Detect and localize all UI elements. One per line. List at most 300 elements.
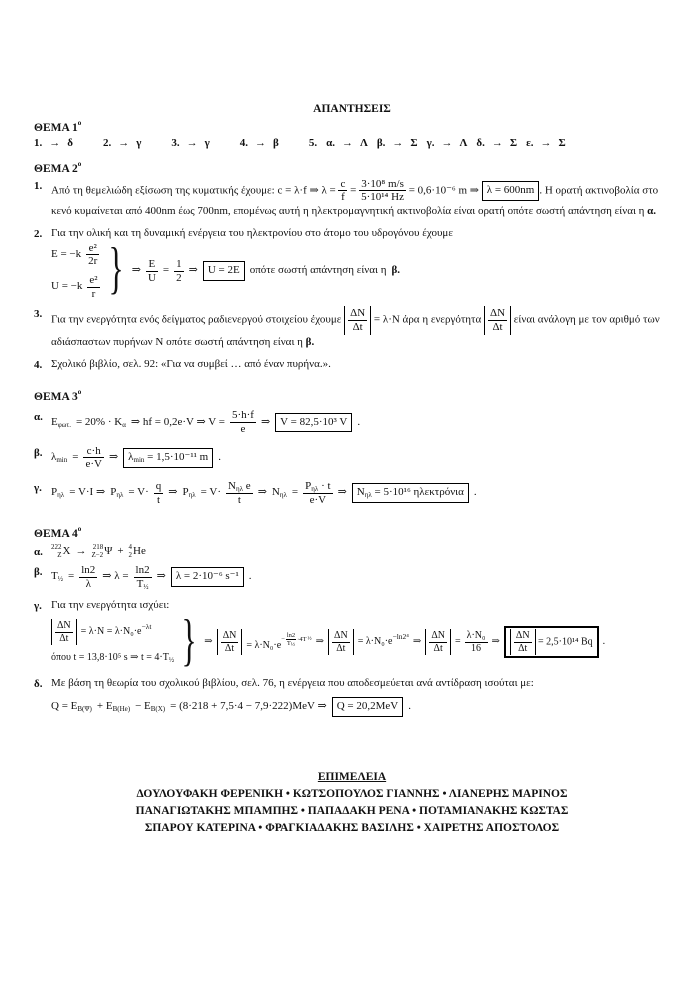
item-number: 3. [34, 308, 43, 321]
subscript: Β(Χ) [150, 704, 166, 713]
body-text: Σχολικό βιβλίο, σελ. 92: «Για να συμβεί … από έναν πυρήνα.». [51, 357, 331, 370]
math-text [135, 699, 165, 715]
credits-heading: ΕΠΙΜΕΛΕΙΑ [317, 770, 387, 783]
math-symbol [110, 485, 123, 501]
theme4-degree: ο [77, 525, 82, 534]
frac-denominator: Δt [352, 321, 363, 334]
arrow-icon: → [441, 136, 453, 149]
theme3-gamma [34, 480, 670, 506]
answer-letter: γ [204, 136, 210, 149]
symbol-N: N [356, 486, 365, 499]
theme4-alpha [34, 544, 670, 560]
brace-icon: } [181, 610, 197, 673]
math-text [76, 415, 126, 431]
math-symbol [182, 485, 195, 501]
fraction [230, 409, 256, 435]
frac-numerator: e² [89, 274, 98, 287]
equals-sign: = [291, 486, 299, 499]
subscript: ηλ [57, 491, 65, 500]
symbol-e: e [245, 479, 251, 492]
symbol-N: N [228, 479, 236, 492]
theme4-beta [34, 564, 670, 590]
frac-numerator: 3·10⁸ m/s [359, 178, 406, 192]
subscript: Β(Ψ) [77, 704, 92, 713]
mass-number: 4 [128, 543, 133, 552]
frac-denominator: Δt [224, 642, 235, 654]
frac-numerator: λ·N₀ [466, 630, 486, 642]
symbol-T: T [136, 577, 144, 590]
fraction [359, 178, 406, 204]
frac-denominator: e·V [309, 493, 327, 506]
fraction [221, 630, 239, 654]
math-line [51, 238, 670, 301]
frac-denominator: f [341, 191, 345, 204]
theme3-degree: ο [77, 387, 82, 396]
math-text: = λ·N₀·e [357, 636, 393, 648]
symbol-E: E [51, 415, 58, 428]
plus-sign: + [117, 545, 124, 558]
implies-arrow: ⇒ [204, 636, 213, 648]
answer-letter: β. [391, 264, 401, 277]
frac-denominator: Δt [518, 642, 528, 654]
subscript: ηλ [311, 484, 319, 493]
item-letter: β. [34, 446, 43, 459]
math-text [51, 651, 174, 666]
exponent: −ln2⁴ [392, 632, 409, 642]
subscript: ηλ [279, 491, 287, 500]
math-symbol [272, 485, 287, 501]
period: . [539, 184, 543, 197]
equation-row [51, 274, 100, 300]
body-text: Από τη θεμελιώδη εξίσωση της κυματικής έχουμε: [51, 184, 275, 197]
answer-letter: α. [647, 204, 657, 217]
subscript: min [56, 455, 68, 464]
math-text: − E [135, 699, 151, 712]
implies-arrow: ⇒ [156, 570, 166, 583]
frac-numerator [303, 480, 332, 494]
fraction [465, 630, 488, 654]
theme2-item1 [34, 178, 670, 220]
fraction [55, 620, 73, 644]
frac-denominator: 5·10¹⁴ Hz [361, 191, 404, 204]
period: . [473, 486, 477, 499]
arrow-icon: → [75, 545, 87, 558]
frac-numerator: ΔN [350, 307, 366, 320]
frac-denominator: λ [85, 577, 91, 590]
minus-sign: − [281, 635, 285, 643]
symbol-T: T [51, 570, 58, 583]
math-text [97, 699, 130, 715]
fraction [134, 564, 152, 590]
symbol-P: P [182, 486, 189, 499]
symbol-T: T [286, 639, 291, 647]
answer-letter: δ [67, 136, 73, 149]
subscript: min [133, 455, 145, 464]
abs-value [344, 306, 371, 334]
item-letter: γ. [34, 600, 42, 613]
mass-number: 218 [92, 543, 104, 552]
equation-row [51, 651, 174, 666]
frac-numerator: ln2 [81, 563, 96, 576]
half-subscript: ½ [307, 636, 312, 643]
credits-line: ΠΑΝΑΓΙΩΤΑΚΗΣ ΜΠΑΜΠΗΣ • ΠΑΠΑΔΑΚΗ ΡΕΝΑ • ΠΟΤΑΜΙΑΝΑΚΗΣ ΚΩΣΤΑΣ [135, 804, 569, 817]
math-text: = (8·218 + 7,5·4 − 7,9·222)MeV ⇒ [170, 699, 327, 712]
implies-arrow: ⇒ [260, 415, 271, 428]
fraction [146, 258, 158, 284]
item-letter: α. [34, 411, 43, 424]
frac-denominator: U [147, 271, 156, 284]
boxed-final-result [504, 626, 599, 658]
math-text: = λ·N = λ·N₀·e [80, 625, 142, 637]
frac-numerator: q [155, 479, 162, 492]
math-text: · t [321, 479, 331, 492]
theme2-heading-text: ΘΕΜΑ 2 [34, 162, 78, 175]
frac-numerator: ln2 [286, 631, 296, 639]
implies-arrow: ⇒ [188, 264, 198, 277]
answer-letter: Σ [558, 136, 566, 149]
frac-denominator: Δt [59, 632, 69, 644]
element-symbol: X [62, 545, 71, 558]
answer-3 [171, 137, 209, 149]
item-letter: β. [34, 565, 43, 578]
mass-number: 222 [51, 543, 62, 552]
math-text: = V·I ⇒ [69, 486, 106, 499]
theme3-heading-text: ΘΕΜΑ 3 [34, 390, 78, 403]
exponent: −λt [141, 621, 152, 631]
item-number: 1. [34, 179, 43, 192]
math-text: όπου t = 13,8·10⁵ s ⇒ t = 4·T [51, 652, 169, 664]
math-text [51, 699, 92, 715]
math-symbol [51, 485, 64, 501]
body-text: Για την ενεργότητα ισχύει: [51, 599, 170, 612]
boxed-result: λ = 600nm [482, 181, 540, 201]
sub-letter: γ. [426, 136, 435, 149]
body-text: οπότε σωστή απάντηση είναι η [249, 264, 387, 277]
math-text: = V· [128, 486, 149, 499]
credits-line: ΣΠΑΡΟΥ ΚΑΤΕΡΙΝΑ • ΦΡΑΓΚΙΑΔΑΚΗΣ ΒΑΣΙΛΗΣ • ΧΑΙΡΕΤΗΣ ΑΠΟΣΤΟΛΟΣ [144, 821, 560, 834]
theme1-heading [34, 120, 670, 134]
answer-number: 2. [102, 136, 112, 149]
sub-letter: α. [326, 136, 335, 149]
sub-letter: β. [376, 136, 386, 149]
math-text: = λ·N άρα η ενεργότητα [373, 314, 482, 327]
sub-letter: δ. [476, 136, 485, 149]
abs-value [510, 629, 536, 655]
subscript: ηλ [188, 491, 196, 500]
body-text: είναι ανάλογη με τον αριθμό των αδιάσπαστων πυρήνων N οπότε σωστή απάντηση είναι η [51, 314, 660, 348]
frac-denominator: t [156, 493, 161, 506]
nuclide-scripts [91, 544, 103, 559]
math-line [51, 445, 670, 471]
symbol-N: N [271, 486, 280, 499]
frac-numerator: ΔN [515, 630, 530, 642]
equation-row [51, 242, 100, 268]
subscript: φωτ. [57, 420, 71, 429]
answer-5d [476, 137, 517, 149]
boxed-result: λ = 2·10⁻⁶ s⁻¹ [171, 567, 244, 587]
math-text: = V· [200, 486, 222, 499]
implies-arrow: ⇒ [108, 450, 119, 463]
math-symbol [51, 415, 71, 431]
boxed-result: U = 2E [203, 261, 245, 281]
math-text: ·4T [297, 635, 307, 643]
math-line [51, 564, 670, 590]
frac-denominator: e·V [85, 458, 102, 471]
answer-1 [34, 137, 73, 149]
credits-line: ΔΟΥΛΟΥΦΑΚΗ ΦΕΡΕΝΙΚΗ • ΚΩΤΣΟΠΟΥΛΟΣ ΓΙΑΝΝΗΣ • ΛΙΑΝΕΡΗΣ ΜΑΡΙΝΟΣ [136, 788, 568, 801]
arrow-icon: → [540, 136, 552, 149]
math-text: = λ·N₀·e [246, 639, 282, 651]
frac-numerator: ΔN [334, 630, 348, 642]
fraction [87, 274, 99, 300]
fraction [338, 178, 347, 204]
answer-5b [377, 137, 418, 149]
fraction [79, 564, 97, 590]
abs-value [217, 629, 243, 655]
answer-letter: Σ [410, 136, 418, 149]
fraction [154, 480, 164, 506]
body-text: Για την ολική και τη δυναμική ενέργεια του ηλεκτρονίου στο άτομο του υδρογόνου έχουμε [51, 226, 453, 239]
element-symbol: Ψ [104, 545, 113, 558]
answer-number: 1. [34, 136, 43, 149]
half-subscript: ½ [290, 641, 296, 648]
abs-value [484, 306, 511, 334]
frac-numerator: ΔN [490, 307, 506, 320]
period: . [602, 636, 606, 648]
abs-value [425, 629, 451, 655]
nuclide-Psi [91, 544, 112, 560]
exponent-fraction [281, 632, 312, 648]
math-text: + E [96, 699, 113, 712]
subscript: ηλ [116, 491, 124, 500]
frac-denominator [134, 578, 152, 591]
equals-sign: = [454, 636, 461, 648]
equation-stack [51, 242, 100, 301]
answer-4 [240, 137, 279, 149]
result-value: = 5·10¹⁶ ηλεκτρόνια [374, 486, 464, 499]
period: . [218, 450, 221, 463]
math-text [357, 632, 409, 650]
symbol-P: P [305, 479, 312, 492]
page-title: ΑΠΑΝΤΗΣΕΙΣ [313, 103, 391, 115]
theme2-item4 [34, 357, 670, 373]
boxed-result [352, 483, 469, 503]
subscript: ηλ [364, 491, 372, 500]
math-text: E = −k [51, 247, 82, 260]
theme2-item3 [34, 306, 670, 350]
math-text: = 20% · K [75, 415, 123, 428]
frac-denominator: Δt [433, 642, 443, 654]
symbol-P: P [51, 486, 58, 499]
item-number: 4. [34, 358, 43, 371]
body-text: Η ορατή ακτινοβολία στο κενό κυμαίνεται από 400nm έως 700nm, επομένως αυτή η ηλεκτρομαγνητική ακτινοβολία είναι ορατή οπότε σωστή απάντηση είναι η [51, 184, 659, 217]
equation-row [51, 619, 174, 645]
answer-letter: γ [136, 136, 142, 149]
theme1-degree: ο [77, 119, 82, 127]
nuclide-scripts [51, 544, 62, 559]
frac-numerator: ΔN [222, 630, 237, 642]
nuclide-He [129, 544, 146, 560]
theme1-answers [34, 137, 670, 149]
abs-value [328, 629, 354, 655]
implies-arrow: ⇒ [315, 636, 325, 648]
equals-sign: = [67, 570, 75, 583]
half-subscript: ½ [168, 656, 175, 665]
implies-arrow: ⇒ [337, 486, 347, 499]
arrow-icon: → [118, 136, 130, 149]
math-line [51, 610, 670, 673]
subscript: α [122, 420, 126, 429]
body-text: Για την ενεργότητα ενός δείγματος ραδιενεργού στοιχείου έχουμε [51, 314, 342, 327]
implies-arrow: ⇒ [491, 636, 500, 648]
answer-2 [103, 137, 141, 149]
theme3-heading [34, 389, 670, 403]
math-text: U = −k [51, 280, 83, 293]
fraction [488, 307, 507, 333]
element-symbol: He [133, 545, 146, 558]
arrow-icon: → [341, 136, 353, 149]
symbol-lambda: λ [51, 450, 57, 463]
item-number: 2. [34, 227, 43, 240]
period: . [357, 415, 361, 428]
equals-sign: = [350, 184, 357, 197]
fraction [514, 630, 532, 654]
theme2-degree: ο [77, 159, 82, 168]
arrow-icon: → [186, 136, 198, 149]
result-value: = 2,5·10¹⁴ Bq [538, 636, 593, 648]
theme4-heading-text: ΘΕΜΑ 4 [34, 528, 78, 541]
item-letter: δ. [34, 677, 43, 690]
item-letter: α. [34, 546, 43, 559]
answer-letter: Σ [509, 136, 518, 149]
small-fraction [286, 632, 296, 648]
frac-numerator: E [146, 258, 158, 272]
sub-letter: ε. [526, 136, 534, 149]
symbol-lambda: λ [128, 450, 134, 463]
atomic-number: 2 [128, 551, 133, 559]
frac-denominator: 16 [471, 642, 482, 654]
implies-arrow: ⇒ [412, 636, 422, 648]
fraction [429, 630, 447, 654]
boxed-result: V = 82,5·10³ V [275, 413, 352, 433]
math-text: c = λ·f ⇒ λ = [277, 184, 336, 197]
frac-numerator: 5·h·f [231, 409, 254, 422]
subscript: ηλ [235, 484, 244, 493]
answer-5c [427, 137, 468, 149]
answer-5e [526, 137, 566, 149]
answer-letter: Λ [359, 136, 368, 149]
frac-numerator: c [340, 177, 346, 190]
nuclide-scripts [129, 544, 133, 559]
period: . [248, 570, 252, 583]
abs-value [51, 619, 77, 645]
fraction [86, 242, 99, 268]
theme2-heading [34, 161, 670, 175]
math-text: = 0,6·10⁻⁶ m ⇒ [408, 184, 479, 197]
fraction [348, 307, 367, 333]
frac-numerator: e² [86, 242, 99, 256]
answer-number: 4. [239, 136, 249, 149]
answer-5a [326, 137, 368, 149]
frac-denominator: 2 [176, 271, 182, 284]
implies-arrow: ⇒ [257, 486, 267, 499]
frac-denominator: r [91, 287, 96, 300]
theme4-delta [34, 676, 670, 717]
equation-stack [51, 619, 174, 666]
half-subscript: ½ [57, 575, 63, 584]
symbol-P: P [110, 486, 117, 499]
body-text: Με βάση τη θεωρία του σχολικού βιβλίου, σελ. 76, η ενέργεια που αποδεσμεύεται ανά αντίδραση ισούται με: [51, 676, 534, 689]
atomic-number: Z−2 [91, 551, 104, 559]
answer-letter: β. [305, 335, 315, 348]
answer-letter: Λ [459, 136, 468, 149]
subscript: Β(He) [112, 704, 131, 713]
equals-sign: = [162, 264, 170, 277]
math-line [51, 480, 670, 506]
theme2-item2 [34, 226, 670, 301]
brace-icon: } [108, 238, 124, 301]
atomic-number: Z [57, 551, 62, 559]
arrow-icon: → [255, 136, 267, 149]
theme4-gamma [34, 598, 670, 673]
math-symbol [51, 450, 67, 466]
math-text: Q = E [51, 699, 78, 712]
frac-denominator [286, 640, 296, 648]
math-text [246, 632, 311, 653]
math-line [51, 697, 670, 717]
fraction [303, 480, 332, 506]
half-subscript: ½ [143, 582, 149, 591]
frac-numerator: ln2 [135, 563, 150, 576]
frac-denominator: 2r [88, 255, 98, 268]
implies-arrow: ⇒ [131, 264, 141, 277]
frac-denominator: Δt [336, 642, 346, 654]
boxed-result: Q = 20,2MeV [332, 697, 404, 717]
theme1-heading-text: ΘΕΜΑ 1 [34, 121, 78, 134]
math-symbol [51, 569, 63, 585]
answer-5 [309, 137, 566, 149]
fraction [332, 630, 350, 654]
math-text [80, 621, 152, 640]
answer-number: 5. [308, 136, 318, 149]
frac-numerator [226, 480, 253, 494]
theme3-beta [34, 445, 670, 471]
fraction [174, 258, 184, 284]
answer-letter: β [273, 136, 279, 149]
nuclide-X [51, 544, 70, 560]
arrow-icon: → [392, 136, 404, 149]
result-value: = 1,5·10⁻¹¹ m [147, 450, 209, 463]
theme4-heading [34, 526, 670, 540]
nuclear-reaction [51, 544, 670, 560]
boxed-result [123, 448, 213, 468]
arrow-icon: → [49, 136, 61, 149]
item-letter: γ. [34, 481, 42, 494]
frac-denominator: e [240, 423, 246, 435]
math-line [51, 409, 670, 435]
theme3-alpha [34, 409, 670, 435]
frac-numerator: 1 [176, 257, 182, 270]
answer-number: 3. [171, 136, 180, 149]
frac-denominator: Δt [492, 321, 503, 334]
equals-sign: = [72, 450, 79, 463]
fraction [83, 445, 104, 471]
frac-numerator: c·h [83, 445, 104, 459]
math-text: ⇒ λ = [102, 570, 129, 583]
implies-arrow: ⇒ [168, 486, 178, 499]
math-text: ⇒ hf = 0,2e·V ⇒ V = [130, 415, 225, 428]
credits [34, 769, 670, 837]
